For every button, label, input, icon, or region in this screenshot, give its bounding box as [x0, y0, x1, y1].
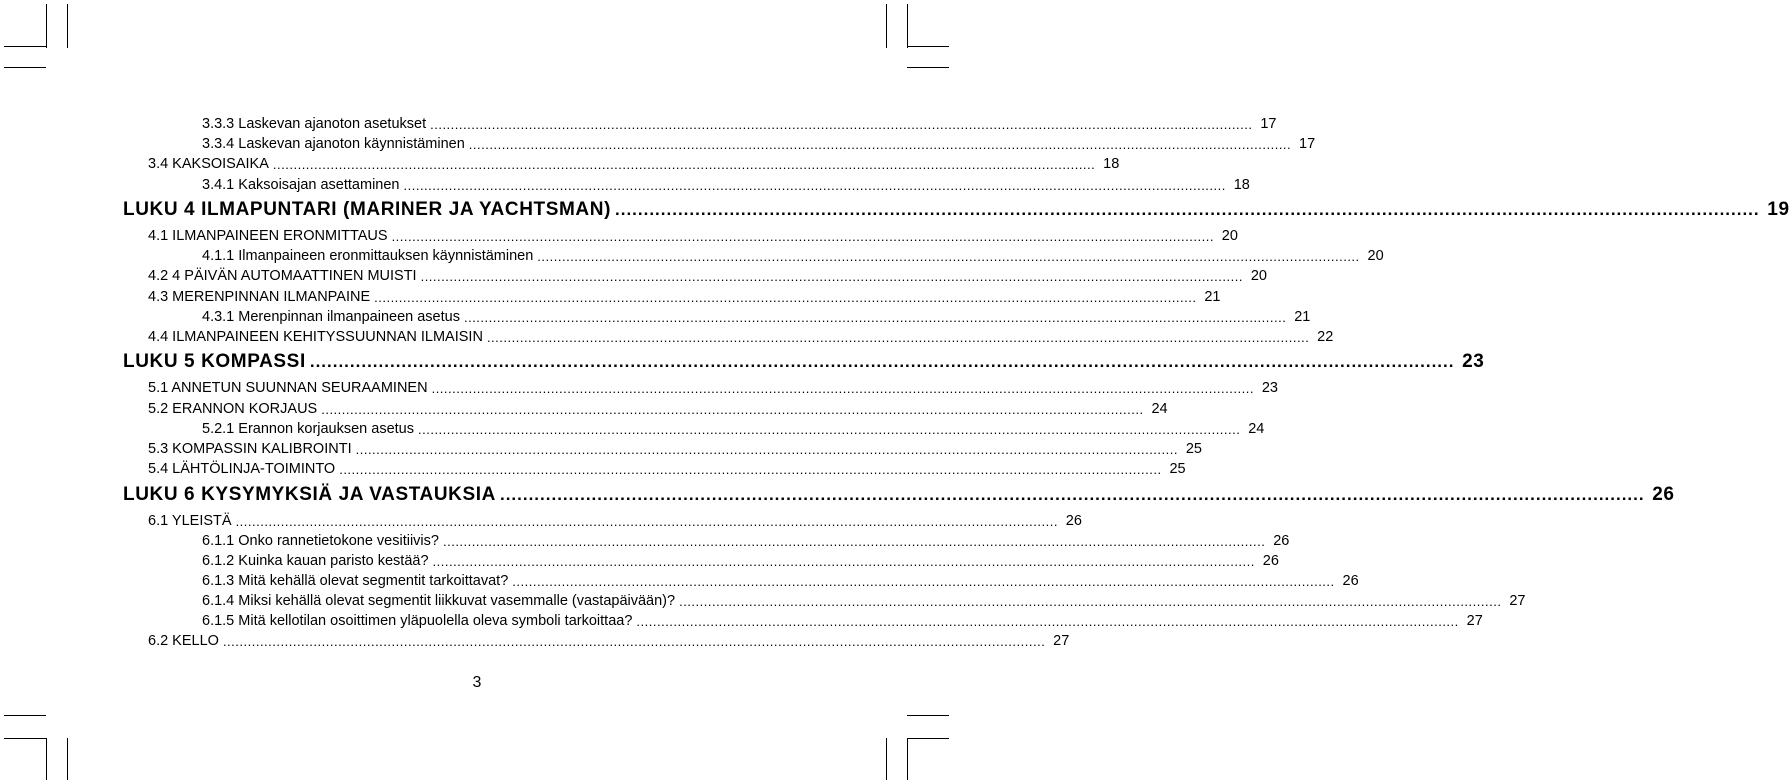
toc-entry-title: 5.1 ANNETUN SUUNNAN SEURAAMINEN	[148, 380, 428, 396]
toc-entry	[202, 309, 1311, 326]
page-number: 3	[472, 674, 482, 691]
toc-entry-title: 4.1.1 Ilmanpaineen eronmittauksen käynnistäminen	[202, 248, 534, 264]
toc-leader-dots: ........................................................................................................................................................................................................	[537, 249, 1360, 264]
toc-entry-title: 4.1 ILMANPAINEEN ERONMITTAUS	[148, 228, 388, 244]
toc-leader-dots: ........................................................................................................................................................................................................	[339, 462, 1162, 477]
toc-leader-dots: ........................................................................................................................................................................................................	[463, 310, 1287, 325]
toc-leader-dots: ........................................................................................................................................................................................................	[403, 178, 1226, 193]
toc-entry	[148, 461, 1186, 478]
toc-leader-dots: ........................................................................................................................................................................................................	[420, 269, 1243, 284]
toc-entry-page: 26	[1262, 553, 1279, 569]
toc-entry-page: 26	[1342, 573, 1359, 589]
toc-entry-title: 5.3 KOMPASSIN KALIBROINTI	[148, 441, 352, 457]
toc-chapter-title: LUKU 5 KOMPASSI	[123, 351, 306, 372]
toc-entry-title: 6.1.1 Onko rannetietokone vesitiivis?	[202, 533, 439, 549]
toc-entry-page: 20	[1250, 268, 1267, 284]
toc-entry	[148, 401, 1168, 418]
toc-entry	[202, 553, 1279, 570]
toc-entry-title: 3.3.4 Laskevan ajanoton käynnistäminen	[202, 136, 465, 152]
toc-entry-title: 6.1.2 Kuinka kauan paristo kestää?	[202, 553, 429, 569]
toc-leader-dots: ........................................................................................................................................................................................................	[418, 422, 1241, 437]
toc-chapter-page: 23	[1462, 351, 1485, 372]
toc-entry-page: 26	[1065, 513, 1082, 529]
toc-entry-title: 4.3 MERENPINNAN ILMANPAINE	[148, 289, 371, 305]
toc-chapter-title: LUKU 6 KYSYMYKSIÄ JA VASTAUKSIA	[123, 484, 496, 505]
toc-entry-title: 4.2 4 PÄIVÄN AUTOMAATTINEN MUISTI	[148, 268, 417, 284]
toc-entry-title: 3.4.1 Kaksoisajan asettaminen	[202, 177, 400, 193]
toc-entry-page: 20	[1367, 248, 1384, 264]
toc-entry-page: 27	[1509, 593, 1526, 609]
toc-entry	[202, 116, 1277, 133]
toc-entry	[148, 228, 1238, 245]
toc-leader-dots: ........................................................................................................................................................................................................	[391, 229, 1214, 244]
toc-leader-dots: ........................................................................................................................................................................................................	[272, 157, 1096, 172]
toc-entry	[148, 329, 1334, 346]
toc-entry	[148, 156, 1120, 173]
toc-entry-page: 17	[1260, 116, 1277, 132]
toc-entry-title: 5.2 ERANNON KORJAUS	[148, 401, 318, 417]
toc-entry-page: 26	[1273, 533, 1290, 549]
toc-entry-page: 17	[1299, 136, 1316, 152]
toc-entry-page: 27	[1466, 613, 1483, 629]
toc-chapter	[123, 199, 1790, 221]
toc-entry	[202, 177, 1250, 194]
toc-leader-dots: ........................................................................................................................................................................................................	[512, 574, 1335, 589]
toc-entry-title: 6.1.5 Mitä kellotilan osoittimen yläpuolella oleva symboli tarkoittaa?	[202, 613, 633, 629]
toc-entry-page: 18	[1233, 177, 1250, 193]
toc-entry-page: 18	[1103, 156, 1120, 172]
toc-leader-dots: ........................................................................................................................................................................................................	[636, 614, 1459, 629]
toc-entry-page: 24	[1151, 401, 1168, 417]
toc-entry	[148, 513, 1082, 530]
toc-entry-title: 4.4 ILMANPAINEEN KEHITYSSUUNNAN ILMAISIN	[148, 329, 483, 345]
toc-entry-title: 6.1.3 Mitä kehällä olevat segmentit tarkoittavat?	[202, 573, 509, 589]
toc-entry-title: 5.4 LÄHTÖLINJA-TOIMINTO	[148, 461, 336, 477]
toc-entry-title: 4.3.1 Merenpinnan ilmanpaineen asetus	[202, 309, 460, 325]
toc-leader-dots: ........................................................................................................................................................................................................	[309, 352, 1455, 371]
toc-entry-title: 6.1.4 Miksi kehällä olevat segmentit liikkuvat vasemmalle (vastapäivään)?	[202, 593, 676, 609]
toc-chapter	[123, 484, 1675, 506]
toc-entry-page: 24	[1248, 421, 1265, 437]
toc-entry-page: 21	[1204, 289, 1221, 305]
toc-leader-dots: ........................................................................................................................................................................................................	[679, 594, 1502, 609]
toc-leader-dots: ........................................................................................................................................................................................................	[432, 554, 1255, 569]
toc-leader-dots: ........................................................................................................................................................................................................	[222, 634, 1046, 649]
toc-entry-title: 3.3.3 Laskevan ajanoton asetukset	[202, 116, 427, 132]
toc-entry	[148, 633, 1070, 650]
toc-entry	[202, 533, 1290, 550]
toc-leader-dots: ........................................................................................................................................................................................................	[615, 200, 1760, 219]
toc-leader-dots: ........................................................................................................................................................................................................	[430, 117, 1253, 132]
toc-leader-dots: ........................................................................................................................................................................................................	[355, 442, 1178, 457]
toc-entry	[148, 441, 1202, 458]
toc-entry-page: 27	[1053, 633, 1070, 649]
toc-entry-page: 21	[1294, 309, 1311, 325]
toc-entry	[202, 136, 1316, 153]
toc-entry	[202, 421, 1265, 438]
toc-entry-page: 22	[1317, 329, 1334, 345]
toc-chapter-title: LUKU 4 ILMAPUNTARI (MARINER JA YACHTSMAN)	[123, 199, 611, 220]
toc-entry-title: 3.4 KAKSOISAIKA	[148, 156, 269, 172]
toc-entry	[148, 268, 1267, 285]
toc-leader-dots: ........................................................................................................................................................................................................	[442, 534, 1266, 549]
toc-entry	[148, 380, 1278, 397]
toc-entry-page: 20	[1221, 228, 1238, 244]
toc-leader-dots: ........................................................................................................................................................................................................	[321, 402, 1144, 417]
toc-leader-dots: ........................................................................................................................................................................................................	[374, 290, 1197, 305]
toc-leader-dots: ........................................................................................................................................................................................................	[499, 485, 1645, 504]
toc-entry-title: 6.1 YLEISTÄ	[148, 513, 232, 529]
toc-leader-dots: ........................................................................................................................................................................................................	[235, 514, 1058, 529]
toc-leader-dots: ........................................................................................................................................................................................................	[468, 137, 1292, 152]
toc-chapter-page: 26	[1652, 484, 1675, 505]
toc-entry	[202, 613, 1483, 630]
toc-entry-title: 6.2 KELLO	[148, 633, 219, 649]
toc-entry	[202, 593, 1526, 610]
toc-entry	[148, 289, 1221, 306]
toc-leader-dots: ........................................................................................................................................................................................................	[431, 381, 1254, 396]
toc-entry	[202, 248, 1384, 265]
toc-leader-dots: ........................................................................................................................................................................................................	[486, 330, 1310, 345]
toc-entry	[202, 573, 1359, 590]
toc-chapter	[123, 351, 1485, 373]
toc-entry-title: 5.2.1 Erannon korjauksen asetus	[202, 421, 414, 437]
toc-entry-page: 23	[1261, 380, 1278, 396]
toc-entry-page: 25	[1185, 441, 1202, 457]
toc-entry-page: 25	[1169, 461, 1186, 477]
toc-chapter-page: 19	[1767, 199, 1790, 220]
